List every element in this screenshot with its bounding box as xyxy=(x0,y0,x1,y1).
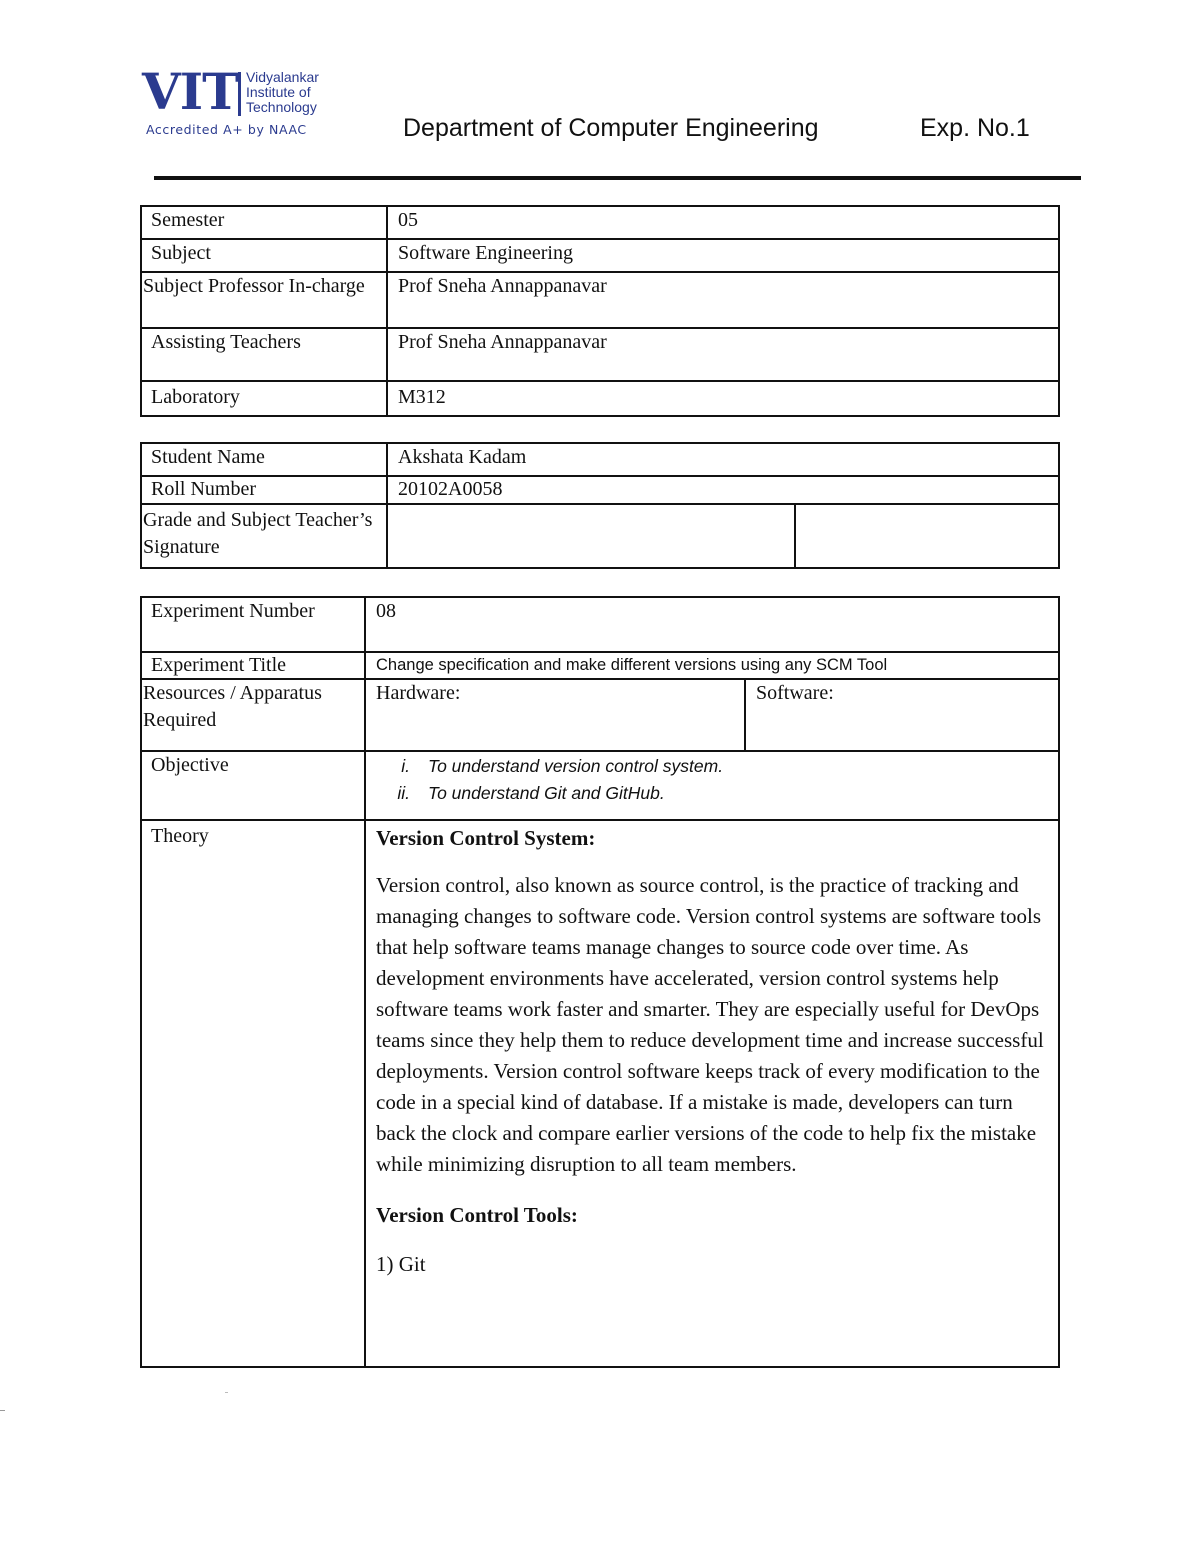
table-row xyxy=(141,652,1059,679)
table-row xyxy=(141,239,1059,272)
objective-text: To understand Git and GitHub. xyxy=(428,783,665,803)
table-row xyxy=(141,206,1059,239)
software-label: Software: xyxy=(745,679,1059,751)
vit-logo xyxy=(142,62,332,140)
experiment-number-header: Exp. No.1 xyxy=(920,114,1030,142)
laboratory-value: M312 xyxy=(387,381,1059,416)
professor-value: Prof Sneha Annappanavar xyxy=(387,272,1059,328)
table-row xyxy=(141,504,1059,568)
table-row xyxy=(141,820,1059,1367)
resources-label: Resources / Apparatus Required xyxy=(141,679,365,751)
grade-cell xyxy=(387,504,795,568)
logo-divider xyxy=(238,72,241,116)
objective-number: ii. xyxy=(397,783,410,803)
page-mark xyxy=(0,1410,5,1411)
experiment-number-label: Experiment Number xyxy=(141,597,365,652)
theory-heading-tools: Version Control Tools: xyxy=(376,1203,578,1227)
table-row xyxy=(141,328,1059,381)
experiment-title-label: Experiment Title xyxy=(141,652,365,679)
signature-cell xyxy=(795,504,1059,568)
theory-content xyxy=(365,820,1059,1367)
professor-label: Subject Professor In-charge xyxy=(141,272,387,328)
student-name-value: Akshata Kadam xyxy=(387,443,1059,476)
list-item xyxy=(366,780,1058,807)
table-row xyxy=(141,751,1059,820)
course-info-table xyxy=(140,205,1060,417)
hardware-label: Hardware: xyxy=(365,679,745,751)
logo-institute-name: Vidyalankar Institute of Technology xyxy=(246,69,319,115)
page-mark xyxy=(225,1392,228,1393)
experiment-number-value: 08 xyxy=(365,597,1059,652)
experiment-table xyxy=(140,596,1060,1368)
objective-number: i. xyxy=(401,756,410,776)
logo-mark: VIT xyxy=(142,62,239,121)
theory-item-git: 1) Git xyxy=(376,1252,426,1276)
table-row xyxy=(141,381,1059,416)
laboratory-label: Laboratory xyxy=(141,381,387,416)
assisting-teachers-value: Prof Sneha Annappanavar xyxy=(387,328,1059,381)
department-title: Department of Computer Engineering xyxy=(403,114,819,142)
objective-text: To understand version control system. xyxy=(428,756,724,776)
table-row xyxy=(141,597,1059,652)
semester-value: 05 xyxy=(387,206,1059,239)
subject-value: Software Engineering xyxy=(387,239,1059,272)
objective-label: Objective xyxy=(141,751,365,820)
experiment-title-value: Change specification and make different versions using any SCM Tool xyxy=(365,652,1059,679)
signature-label: Grade and Subject Teacher’s Signature xyxy=(141,504,387,568)
objective-list xyxy=(365,751,1059,820)
logo-accreditation: Accredited A+ by NAAC xyxy=(146,122,307,137)
assisting-teachers-label: Assisting Teachers xyxy=(141,328,387,381)
semester-label: Semester xyxy=(141,206,387,239)
table-row xyxy=(141,679,1059,751)
list-item xyxy=(366,753,1058,780)
student-name-label: Student Name xyxy=(141,443,387,476)
theory-heading-vcs: Version Control System: xyxy=(376,826,596,850)
table-row xyxy=(141,443,1059,476)
subject-label: Subject xyxy=(141,239,387,272)
roll-number-value: 20102A0058 xyxy=(387,476,1059,504)
table-row xyxy=(141,476,1059,504)
table-row xyxy=(141,272,1059,328)
theory-paragraph: Version control, also known as source control, is the practice of tracking and managing changes to software code. Version control systems are software tools that help software teams manage changes to source code over time. As development environments have accelerated, version control systems help software teams work faster and smarter. They are especially useful for DevOps teams since they help them to reduce development time and increase successful deployments. Version control software keeps track of every modification to the code in a special kind of database. If a mistake is made, developers can turn back the clock and compare earlier versions of the code to help fix the mistake while minimizing disruption to all team members. xyxy=(376,873,1044,1176)
theory-label: Theory xyxy=(141,820,365,1367)
student-info-table xyxy=(140,442,1060,569)
roll-number-label: Roll Number xyxy=(141,476,387,504)
header-rule xyxy=(154,176,1081,180)
